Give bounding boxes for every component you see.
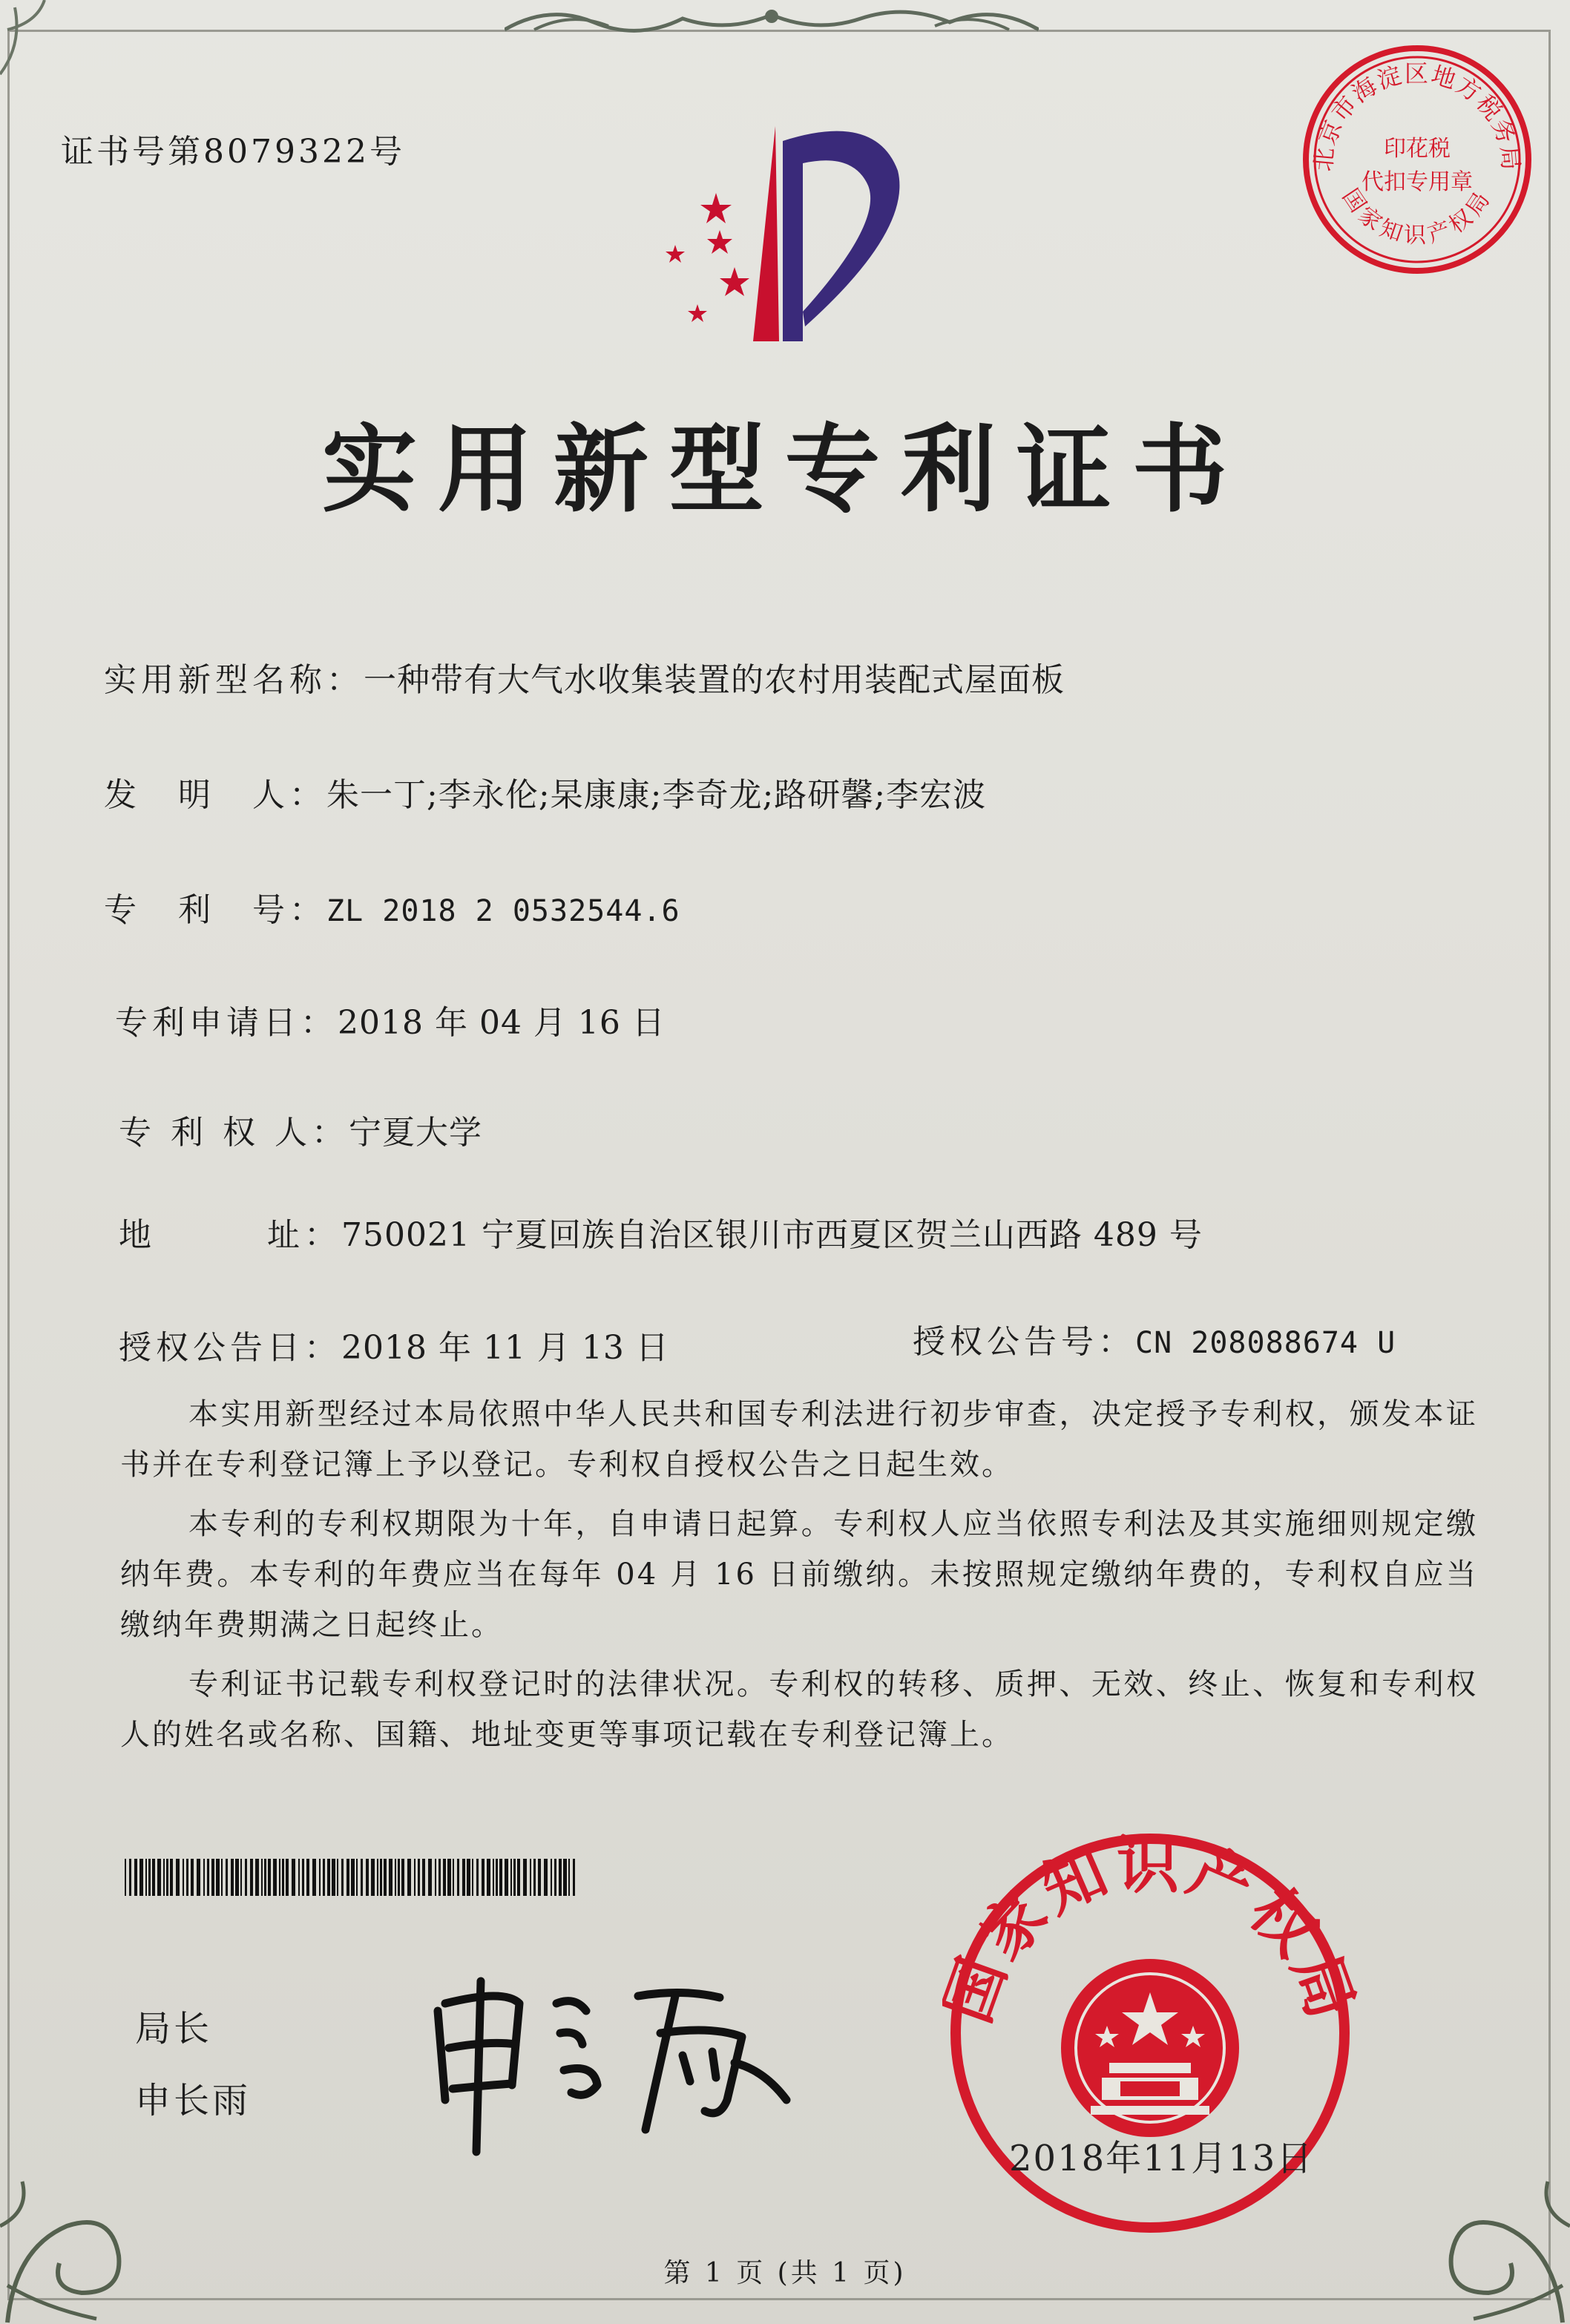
application-date-label: 专利申请日：	[115, 1004, 338, 1042]
grant-date-value: 2018 年 11 月 13 日	[341, 1329, 669, 1367]
grant-number-label: 授权公告号：	[913, 1323, 1135, 1361]
inventor-label: 发 明 人：	[104, 776, 326, 814]
grant-date-row	[119, 1321, 669, 1368]
official-seal-text: 家知识产权	[965, 1828, 1335, 1974]
address-row	[119, 1208, 1203, 1255]
tax-seal-bottom-text: 国家知识产权局	[1336, 184, 1498, 249]
application-date-value: 2018 年 04 月 16 日	[338, 1004, 666, 1042]
tax-seal	[1295, 37, 1540, 282]
bottom-left-ornament	[0, 2137, 178, 2324]
national-emblem-icon	[1061, 1959, 1239, 2137]
body-paragraph-1: 本实用新型经过本局依照中华人民共和国专利法进行初步审查，决定授予专利权，颁发本证书并在专利登记簿上予以登记。专利权自授权公告之日起生效。	[120, 1397, 1478, 1482]
patent-number-label: 专 利 号：	[104, 891, 326, 929]
tax-seal-outer-text: 北京市海淀区地方税务局	[1309, 59, 1525, 173]
grant-date-label: 授权公告日：	[119, 1329, 341, 1367]
body-paragraph-3: 专利证书记载专利权登记时的法律状况。专利权的转移、质押、无效、终止、恢复和专利权人的姓名或名称、国籍、地址变更等事项记载在专利登记簿上。	[120, 1667, 1478, 1752]
grant-number-row	[913, 1315, 1396, 1362]
body-paragraph-2: 本专利的专利权期限为十年，自申请日起算。专利权人应当依照专利法及其实施细则规定缴纳年费。本专利的年费应当在每年 04 月 16 日前缴纳。未按照规定缴纳年费的，专利权自应当缴纳年费期满之日起终止。	[120, 1507, 1478, 1642]
patent-number-value: ZL 2018 2 0532544.6	[326, 894, 680, 928]
signatory-title: 局长	[135, 2008, 213, 2049]
seal-date: 2018年11月13日	[1009, 2138, 1314, 2179]
inventor-row	[104, 768, 986, 815]
page-number: 第 1 页 (共 1 页)	[663, 2258, 907, 2288]
utility-model-name-value: 一种带有大气水收集装置的农村用装配式屋面板	[364, 661, 1065, 699]
top-left-ornament	[0, 0, 89, 89]
grant-number-value: CN 208088674 U	[1135, 1326, 1396, 1360]
tax-seal-center-line1: 印花税	[1384, 136, 1451, 162]
address-label: 地 址：	[119, 1216, 341, 1254]
patentee-value: 宁夏大学	[348, 1114, 482, 1152]
patentee-label: 专 利 权 人：	[119, 1114, 349, 1152]
utility-model-name-label: 实用新型名称：	[104, 661, 364, 699]
address-value: 750021 宁夏回族自治区银川市西夏区贺兰山西路 489 号	[341, 1216, 1203, 1254]
cnipa-logo-icon	[631, 119, 927, 356]
patentee-row	[119, 1106, 482, 1153]
handwritten-signature	[416, 1952, 801, 2159]
barcode	[125, 1859, 579, 1896]
certificate-title: 实用新型专利证书	[321, 415, 1248, 525]
utility-model-name-row	[104, 653, 1065, 700]
patent-number-row	[104, 883, 680, 930]
tax-seal-center-line2: 代扣专用章	[1362, 169, 1473, 195]
tax-seal-graphic	[1295, 37, 1540, 282]
inventor-value: 朱一丁;李永伦;杲康康;李奇龙;路研馨;李宏波	[326, 776, 987, 814]
application-date-row	[115, 996, 666, 1043]
signatory-name: 申长雨	[135, 2080, 252, 2121]
top-ornament	[505, 0, 1039, 37]
certificate-number: 证书号第8079322号	[61, 133, 405, 171]
bottom-right-ornament	[1392, 2137, 1570, 2324]
